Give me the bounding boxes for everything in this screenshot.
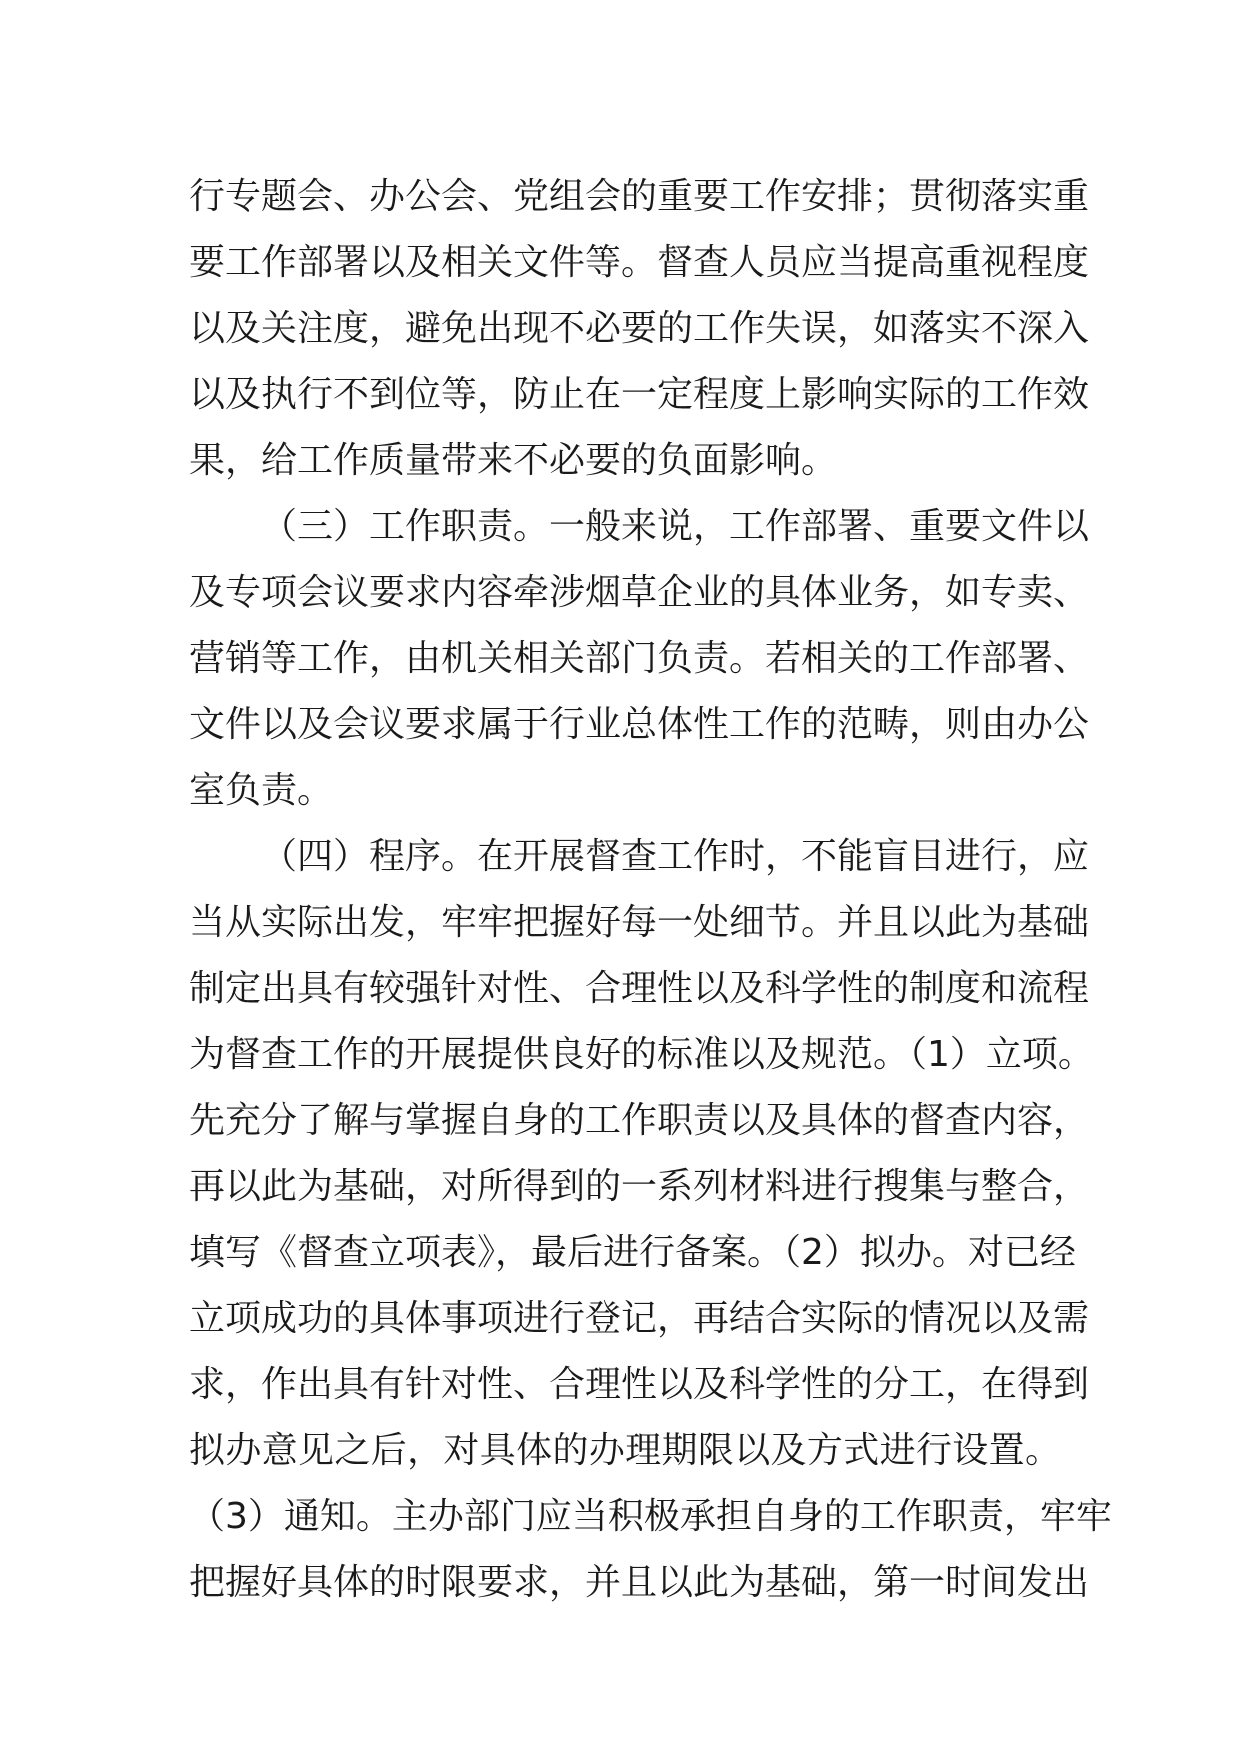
text-line: 当从实际出发，牢牢把握好每一处细节。并且以此为基础 bbox=[189, 902, 1090, 943]
text-line: 以及关注度，避免出现不必要的工作失误，如落实不深入 bbox=[189, 308, 1090, 349]
text-line: 果，给工作质量带来不必要的负面影响。 bbox=[189, 440, 838, 481]
text-line: 行专题会、办公会、党组会的重要工作安排；贯彻落实重 bbox=[189, 176, 1090, 217]
text-line: 拟办意见之后，对具体的办理期限以及方式进行设置。 bbox=[189, 1430, 1061, 1471]
text-line: 文件以及会议要求属于行业总体性工作的范畴，则由办公 bbox=[189, 704, 1090, 745]
text-line: 室负责。 bbox=[189, 770, 334, 811]
text-line: 以及执行不到位等，防止在一定程度上影响实际的工作效 bbox=[189, 374, 1090, 415]
text-line: 及专项会议要求内容牵涉烟草企业的具体业务，如专卖、 bbox=[189, 572, 1090, 613]
text-line: 求，作出具有针对性、合理性以及科学性的分工，在得到 bbox=[189, 1364, 1090, 1405]
text-line: 立项成功的具体事项进行登记，再结合实际的情况以及需 bbox=[189, 1298, 1090, 1339]
text-line: 先充分了解与掌握自身的工作职责以及具体的督查内容， bbox=[189, 1100, 1090, 1141]
text-line: 再以此为基础，对所得到的一系列材料进行搜集与整合， bbox=[189, 1166, 1090, 1207]
text-line: 把握好具体的时限要求，并且以此为基础，第一时间发出 bbox=[189, 1562, 1090, 1603]
text-line: 为督查工作的开展提供良好的标准以及规范。（1）立项。 bbox=[189, 1034, 1094, 1075]
paragraph-heading-line: （四）程序。在开展督查工作时，不能盲目进行，应 bbox=[261, 836, 1090, 877]
text-line: 要工作部署以及相关文件等。督查人员应当提高重视程度 bbox=[189, 242, 1090, 283]
text-line: 营销等工作，由机关相关部门负责。若相关的工作部署、 bbox=[189, 638, 1090, 679]
paragraph-heading-line: （三）工作职责。一般来说，工作部署、重要文件以 bbox=[261, 506, 1090, 547]
text-line: （3）通知。主办部门应当积极承担自身的工作职责，牢牢 bbox=[189, 1496, 1112, 1537]
text-line: 填写《督查立项表》，最后进行备案。（2）拟办。对已经 bbox=[189, 1232, 1076, 1273]
text-line: 制定出具有较强针对性、合理性以及科学性的制度和流程 bbox=[189, 968, 1090, 1009]
document-body bbox=[189, 164, 1112, 1616]
